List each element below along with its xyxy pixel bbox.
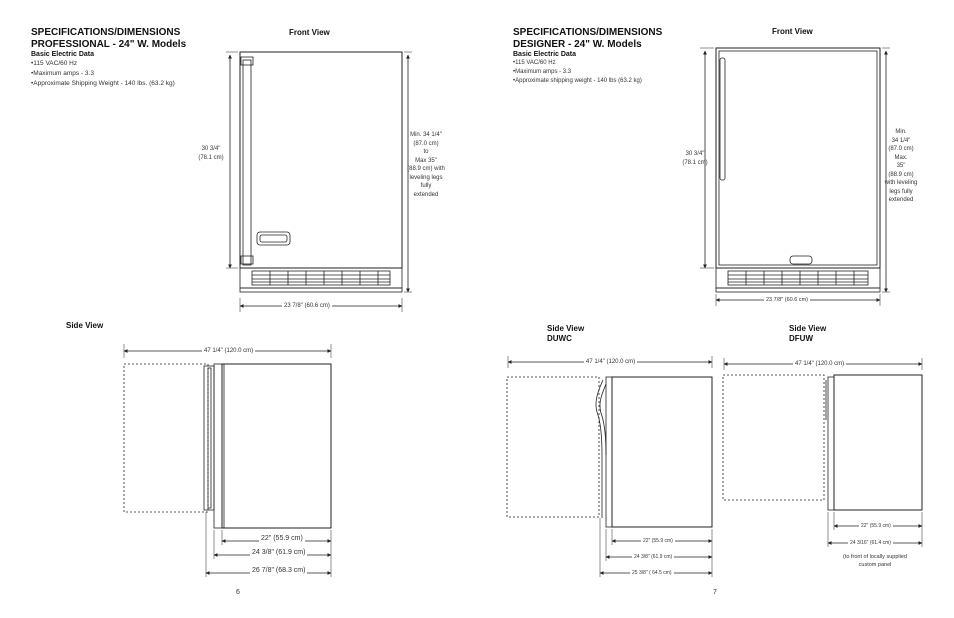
- right-max-dim-line: with leveling: [884, 180, 918, 186]
- left-depth-22: 22" (55.9 cm): [261, 535, 303, 542]
- right-height-dim: [680, 150, 710, 167]
- dfuw-view-title: [789, 324, 826, 344]
- dfuw-door-swing: [723, 375, 824, 500]
- right-max-dim-line: 34 1/4": [891, 137, 911, 144]
- dfuw-view-title-line1: Side View: [789, 324, 827, 333]
- dfuw-depth-open-dim: 47 1/4" (120.0 cm): [795, 361, 845, 367]
- right-max-dim-line: (87.0 cm): [888, 146, 914, 152]
- right-spec-3: •Approximate shipping weight - 140 lbs (63.2 kg): [513, 78, 642, 84]
- right-title-line1: SPECIFICATIONS/DIMENSIONS: [513, 27, 663, 38]
- left-subtitle: Basic Electric Data: [31, 51, 95, 58]
- left-front-cabinet: [240, 52, 402, 268]
- left-front-grille: [240, 268, 402, 292]
- duwc-view-title: [547, 324, 584, 344]
- left-height-dim: [196, 145, 226, 162]
- duwc-depth-25: 25 3/8" ( 64.5 cm): [632, 570, 672, 576]
- dfuw-note-line1: (to front of locally supplied: [843, 554, 907, 560]
- right-spec-2: •Maximum amps - 3.3: [513, 69, 572, 75]
- left-page-number: 6: [236, 589, 240, 596]
- left-width-dim: 23 7/8" (60.6 cm): [284, 303, 330, 309]
- left-side-door-swing: [124, 364, 208, 512]
- duwc-door-swing: [507, 377, 599, 517]
- dfuw-view-title-line2: DFUW: [789, 334, 813, 343]
- left-max-dim-line: (88.9 cm) with: [407, 166, 445, 172]
- dfuw-cabinet: [826, 375, 922, 510]
- right-max-dim: [878, 128, 924, 205]
- dfuw-depth-24: 24 3/16" (61.4 cm): [850, 540, 891, 546]
- left-height-dim-in: 30 3/4": [201, 146, 221, 152]
- right-front-grille: [716, 268, 880, 292]
- duwc-depth-open-dim: 47 1/4" (120.0 cm): [586, 359, 636, 365]
- duwc-view-title-line2: DUWC: [547, 334, 572, 343]
- left-depth-26: 26 7/8" (68.3 cm): [252, 567, 306, 574]
- dfuw-note-line2: custom panel: [858, 562, 892, 568]
- right-max-dim-line: legs fully: [889, 188, 913, 195]
- left-side-cabinet: [204, 364, 331, 528]
- left-max-dim-line: (87.0 cm): [413, 140, 439, 147]
- right-height-dim-cm: (78.1 cm): [682, 159, 708, 166]
- left-max-dim-line: extended: [413, 191, 439, 198]
- right-subtitle: Basic Electric Data: [513, 51, 577, 58]
- right-spec-1: •115 VAC/60 Hz: [513, 60, 556, 66]
- duwc-depth-22: 22" (55.9 cm): [643, 538, 673, 544]
- right-page-number: 7: [713, 589, 717, 596]
- duwc-view-title-line1: Side View: [547, 324, 585, 333]
- left-front-view-title: Front View: [289, 28, 330, 37]
- left-title-line1: SPECIFICATIONS/DIMENSIONS: [31, 27, 181, 38]
- left-spec-3: •Approximate Shipping Weight - 140 lbs. (63.2 kg): [31, 80, 175, 87]
- left-spec-2: •Maximum amps - 3.3: [31, 70, 94, 77]
- left-max-dim-line: Max 35": [415, 157, 437, 164]
- right-front-view-title: Front View: [772, 27, 813, 36]
- right-max-dim-line: extended: [888, 197, 914, 203]
- duwc-cabinet: [596, 377, 712, 527]
- right-max-dim-line: 35": [896, 163, 906, 169]
- left-depth-24: 24 3/8" (61.9 cm): [252, 549, 306, 556]
- left-max-dim-line: to: [423, 149, 429, 155]
- left-height-dim-cm: (78.1 cm): [198, 154, 224, 161]
- left-depth-open-dim: 47 1/4" (120.0 cm): [204, 348, 254, 354]
- dfuw-depth-22: 22" (55.9 cm): [861, 523, 891, 529]
- left-side-view-title: Side View: [66, 321, 104, 330]
- left-max-dim-line: leveling legs: [409, 174, 443, 181]
- left-max-dim-line: fully: [420, 183, 432, 189]
- duwc-depth-24: 24 3/8" (61.9 cm): [634, 554, 673, 560]
- left-spec-1: •115 VAC/60 Hz: [31, 60, 78, 67]
- right-max-dim-line: Max.: [894, 154, 908, 161]
- left-max-dim-line: Min. 34 1/4": [410, 132, 442, 138]
- right-max-dim-line: Min.: [895, 129, 907, 135]
- right-front-cabinet: [716, 48, 880, 268]
- dfuw-note: [829, 553, 921, 569]
- left-title-line2: PROFESSIONAL - 24" W. Models: [31, 39, 187, 50]
- right-height-dim-in: 30 3/4": [685, 151, 705, 157]
- left-max-dim: [400, 131, 452, 199]
- right-max-dim-line: (88.9 cm): [888, 171, 914, 178]
- right-title-line2: DESIGNER - 24" W. Models: [513, 39, 642, 50]
- right-width-dim: 23 7/8" (60.6 cm): [766, 297, 808, 303]
